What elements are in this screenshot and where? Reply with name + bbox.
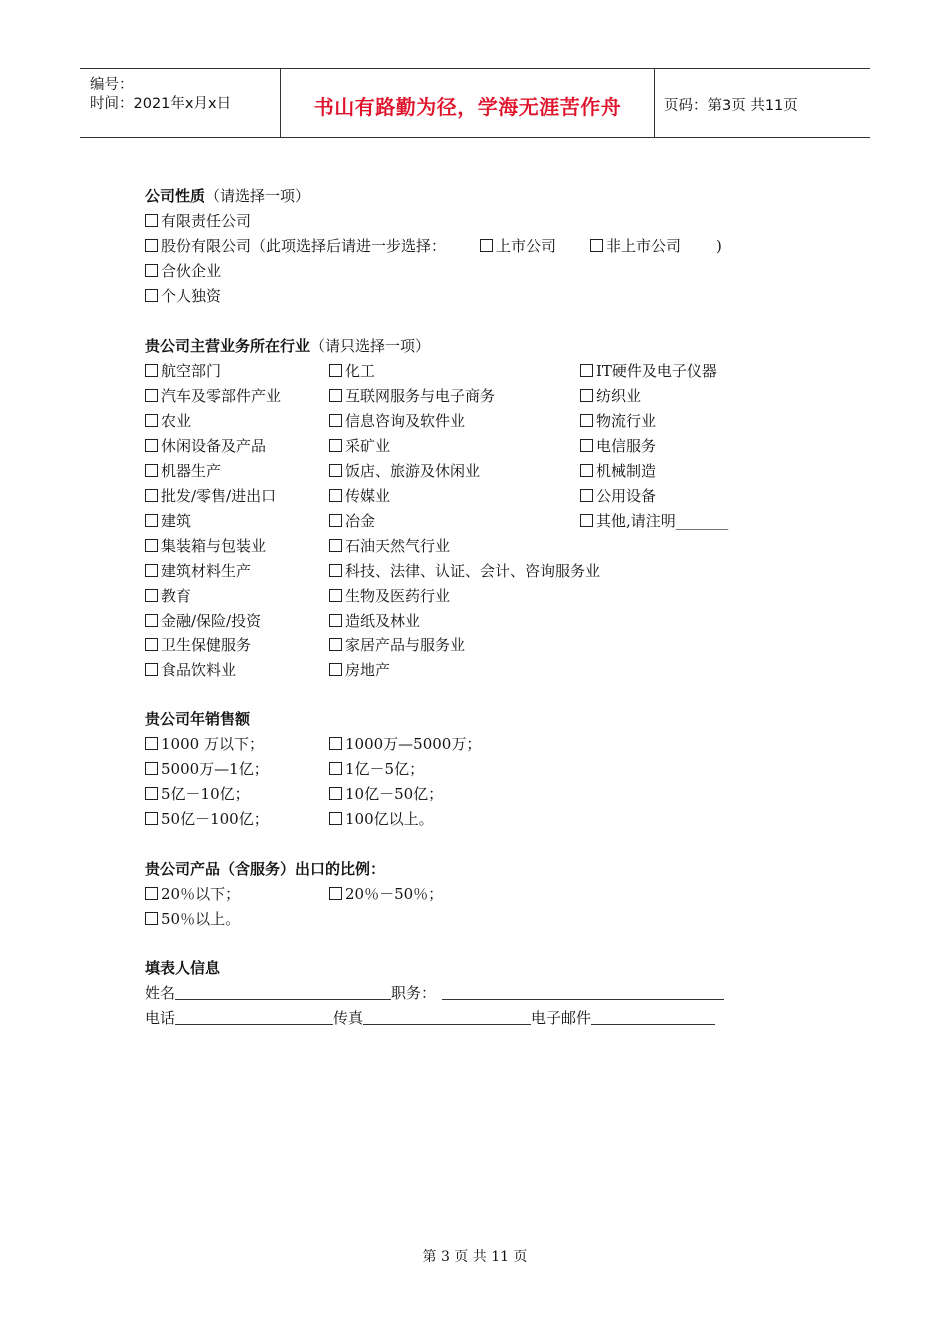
checkbox-option[interactable]	[145, 286, 221, 306]
industry-option[interactable]	[145, 486, 276, 506]
checkbox-icon[interactable]	[145, 762, 158, 775]
title-label: 职务：	[391, 984, 437, 1002]
industry-note: （请只选择一项）	[310, 337, 431, 355]
checkbox-icon[interactable]	[580, 389, 593, 402]
checkbox-icon[interactable]	[145, 663, 158, 676]
checkbox-icon[interactable]	[145, 887, 158, 900]
contact-row	[145, 1008, 715, 1028]
option-label: 有限责任公司	[161, 212, 252, 230]
checkbox-icon[interactable]	[329, 762, 342, 775]
industry-option[interactable]	[145, 586, 191, 606]
checkbox-icon[interactable]	[329, 812, 342, 825]
option-label: 个人独资	[161, 287, 222, 305]
industry-heading	[145, 336, 430, 356]
option-label: 1亿－5亿；	[345, 760, 425, 778]
industry-option[interactable]	[145, 436, 266, 456]
option-label: 汽车及零部件产业	[161, 386, 282, 405]
checkbox-icon[interactable]	[580, 414, 593, 427]
export-option[interactable]	[329, 884, 443, 904]
checkbox-icon[interactable]	[329, 614, 342, 627]
option-label: 采矿业	[345, 436, 391, 455]
industry-option[interactable]	[329, 635, 465, 655]
phone-label: 电话	[145, 1009, 176, 1027]
sales-option[interactable]	[145, 784, 250, 804]
fax-field[interactable]	[363, 1010, 531, 1025]
option-label: 机械制造	[596, 461, 657, 480]
industry-option[interactable]	[580, 386, 641, 406]
checkbox-icon[interactable]	[145, 439, 158, 452]
industry-option[interactable]	[145, 511, 191, 531]
company-type-title: 公司性质	[145, 187, 206, 205]
option-label: 股份有限公司（此项选择后请进一步选择：	[161, 237, 447, 255]
option-label: 1000万—5000万；	[345, 735, 482, 753]
industry-option[interactable]	[329, 611, 420, 631]
option-label: 冶金	[345, 511, 376, 530]
option-label: 科技、法律、认证、会计、咨询服务业	[345, 561, 601, 580]
checkbox-icon[interactable]	[145, 289, 158, 302]
checkbox-icon[interactable]	[329, 464, 342, 477]
checkbox-icon[interactable]	[580, 464, 593, 477]
option-label: 非上市公司	[606, 237, 682, 255]
checkbox-icon[interactable]	[329, 663, 342, 676]
page-code: 页码：第3页 共11页	[664, 98, 798, 114]
serial-label: 编号：	[90, 77, 134, 93]
option-label: 电信服务	[596, 436, 657, 455]
name-row	[145, 983, 724, 1003]
industry-option[interactable]	[329, 436, 390, 456]
company-type-note: （请选择一项）	[205, 187, 311, 205]
option-label: 5000万—1亿；	[161, 760, 269, 778]
checkbox-icon[interactable]	[145, 912, 158, 925]
checkbox-icon[interactable]	[580, 514, 593, 527]
industry-option[interactable]	[329, 511, 375, 531]
option-label: 20％－50％；	[345, 885, 444, 903]
industry-option[interactable]	[145, 660, 236, 680]
checkbox-icon[interactable]	[145, 364, 158, 377]
company-type-heading	[145, 186, 310, 206]
phone-field[interactable]	[175, 1010, 333, 1025]
option-label: 教育	[161, 586, 192, 605]
option-label: 物流行业	[596, 411, 657, 430]
header-motto-cell	[280, 69, 655, 137]
industry-option[interactable]	[145, 561, 251, 581]
industry-option[interactable]	[145, 611, 261, 631]
option-label: 其他,请注明_______	[596, 511, 729, 530]
header-page-cell	[654, 69, 870, 137]
checkbox-icon[interactable]	[329, 787, 342, 800]
checkbox-icon[interactable]	[145, 464, 158, 477]
industry-option[interactable]	[329, 536, 450, 556]
checkbox-icon[interactable]	[580, 489, 593, 502]
option-label: 金融/保险/投资	[161, 611, 262, 630]
industry-option[interactable]	[580, 411, 656, 431]
checkbox-icon[interactable]	[480, 239, 493, 252]
industry-option[interactable]	[580, 436, 656, 456]
option-label: 家居产品与服务业	[345, 636, 466, 655]
email-field[interactable]	[591, 1010, 715, 1025]
industry-option[interactable]	[329, 561, 600, 581]
option-label: 化工	[345, 362, 376, 380]
checkbox-icon[interactable]	[329, 489, 342, 502]
industry-option[interactable]	[329, 386, 495, 406]
checkbox-option[interactable]	[145, 261, 221, 281]
page-footer: 第 3 页 共 11 页	[422, 1249, 528, 1265]
document-header	[80, 68, 870, 138]
title-field[interactable]	[442, 985, 724, 1000]
option-label: 互联网服务与电子商务	[345, 386, 496, 405]
sales-option[interactable]	[145, 734, 264, 754]
industry-title: 贵公司主营业务所在行业	[145, 337, 311, 355]
checkbox-icon[interactable]	[580, 364, 593, 377]
industry-option[interactable]	[329, 461, 480, 481]
option-label: 20％以下；	[161, 885, 241, 903]
checkbox-icon[interactable]	[329, 887, 342, 900]
option-label: 建筑材料生产	[161, 561, 252, 580]
checkbox-option[interactable]	[145, 236, 446, 256]
industry-option[interactable]	[145, 536, 266, 556]
paren-close: )	[716, 237, 722, 255]
checkbox-icon[interactable]	[145, 214, 158, 227]
option-label: 房地产	[345, 661, 391, 680]
email-label: 电子邮件	[531, 1009, 592, 1027]
sales-option[interactable]	[329, 809, 434, 829]
checkbox-icon[interactable]	[145, 389, 158, 402]
checkbox-icon[interactable]	[145, 489, 158, 502]
industry-option[interactable]	[580, 461, 656, 481]
checkbox-icon[interactable]	[145, 589, 158, 602]
option-label: 集装箱与包装业	[161, 536, 267, 555]
checkbox-icon[interactable]	[145, 264, 158, 277]
option-label: 上市公司	[496, 237, 557, 255]
name-field[interactable]	[175, 985, 391, 1000]
checkbox-option-listed[interactable]	[480, 236, 556, 256]
industry-option[interactable]	[145, 461, 221, 481]
checkbox-icon[interactable]	[145, 638, 158, 651]
industry-option[interactable]	[145, 635, 251, 655]
option-label: 石油天然气行业	[345, 536, 451, 555]
sales-option[interactable]	[145, 759, 269, 779]
checkbox-option-unlisted[interactable]	[590, 236, 681, 256]
industry-option[interactable]	[329, 411, 465, 431]
checkbox-icon[interactable]	[590, 239, 603, 252]
option-label: 休闲设备及产品	[161, 436, 267, 455]
checkbox-icon[interactable]	[329, 414, 342, 427]
sales-option[interactable]	[329, 734, 481, 754]
industry-option[interactable]	[329, 660, 390, 680]
option-label: 批发/零售/进出口	[161, 486, 277, 505]
option-label: 1000 万以下；	[161, 735, 264, 753]
checkbox-icon[interactable]	[329, 589, 342, 602]
checkbox-icon[interactable]	[145, 812, 158, 825]
industry-option[interactable]	[580, 511, 728, 531]
filler-heading: 填表人信息	[145, 959, 221, 977]
option-label: 食品饮料业	[161, 661, 237, 680]
industry-option[interactable]	[329, 486, 390, 506]
option-label: 10亿－50亿；	[345, 785, 444, 803]
industry-option[interactable]	[329, 586, 450, 606]
checkbox-icon[interactable]	[145, 737, 158, 750]
sales-option[interactable]	[329, 759, 424, 779]
industry-option[interactable]	[145, 411, 191, 431]
option-label: 50亿－100亿；	[161, 810, 269, 828]
checkbox-icon[interactable]	[145, 414, 158, 427]
sales-option[interactable]	[145, 809, 269, 829]
checkbox-icon[interactable]	[329, 514, 342, 527]
checkbox-icon[interactable]	[329, 539, 342, 552]
checkbox-icon[interactable]	[329, 564, 342, 577]
checkbox-icon[interactable]	[145, 239, 158, 252]
checkbox-icon[interactable]	[329, 389, 342, 402]
checkbox-icon[interactable]	[145, 514, 158, 527]
option-label: 航空部门	[161, 362, 222, 380]
export-option[interactable]	[145, 909, 240, 929]
checkbox-icon[interactable]	[329, 364, 342, 377]
option-label: 机器生产	[161, 461, 222, 480]
checkbox-option[interactable]	[145, 211, 251, 231]
sales-option[interactable]	[329, 784, 443, 804]
industry-option[interactable]	[145, 386, 281, 406]
option-label: 合伙企业	[161, 262, 222, 280]
header-info-cell	[80, 69, 280, 137]
checkbox-icon[interactable]	[329, 439, 342, 452]
option-label: 5亿－10亿；	[161, 785, 250, 803]
option-label: 纺织业	[596, 386, 642, 405]
checkbox-icon[interactable]	[145, 539, 158, 552]
time-label: 时间：2021年x月x日	[90, 96, 232, 112]
name-label: 姓名	[145, 984, 176, 1002]
option-label: 100亿以上。	[345, 810, 434, 828]
export-heading: 贵公司产品（含服务）出口的比例：	[145, 860, 386, 878]
checkbox-icon[interactable]	[329, 638, 342, 651]
option-label: 造纸及林业	[345, 611, 421, 630]
motto-text: 书山有路勤为径，学海无涯苦作舟	[313, 95, 622, 119]
checkbox-icon[interactable]	[580, 439, 593, 452]
checkbox-icon[interactable]	[145, 564, 158, 577]
option-label: 生物及医药行业	[345, 586, 451, 605]
checkbox-icon[interactable]	[145, 614, 158, 627]
checkbox-icon[interactable]	[145, 787, 158, 800]
industry-option[interactable]	[580, 361, 717, 381]
checkbox-icon[interactable]	[329, 737, 342, 750]
option-label: 农业	[161, 411, 192, 430]
option-label: 饭店、旅游及休闲业	[345, 461, 481, 480]
option-label: IT硬件及电子仪器	[596, 362, 717, 380]
option-label: 公用设备	[596, 486, 657, 505]
industry-option[interactable]	[145, 361, 221, 381]
export-option[interactable]	[145, 884, 240, 904]
industry-option[interactable]	[329, 361, 375, 381]
sales-heading: 贵公司年销售额	[145, 710, 251, 728]
option-label: 建筑	[161, 511, 192, 530]
fax-label: 传真	[333, 1009, 364, 1027]
option-label: 传媒业	[345, 486, 391, 505]
option-label: 50％以上。	[161, 910, 241, 928]
industry-option[interactable]	[580, 486, 656, 506]
option-label: 卫生保健服务	[161, 636, 252, 655]
option-label: 信息咨询及软件业	[345, 411, 466, 430]
